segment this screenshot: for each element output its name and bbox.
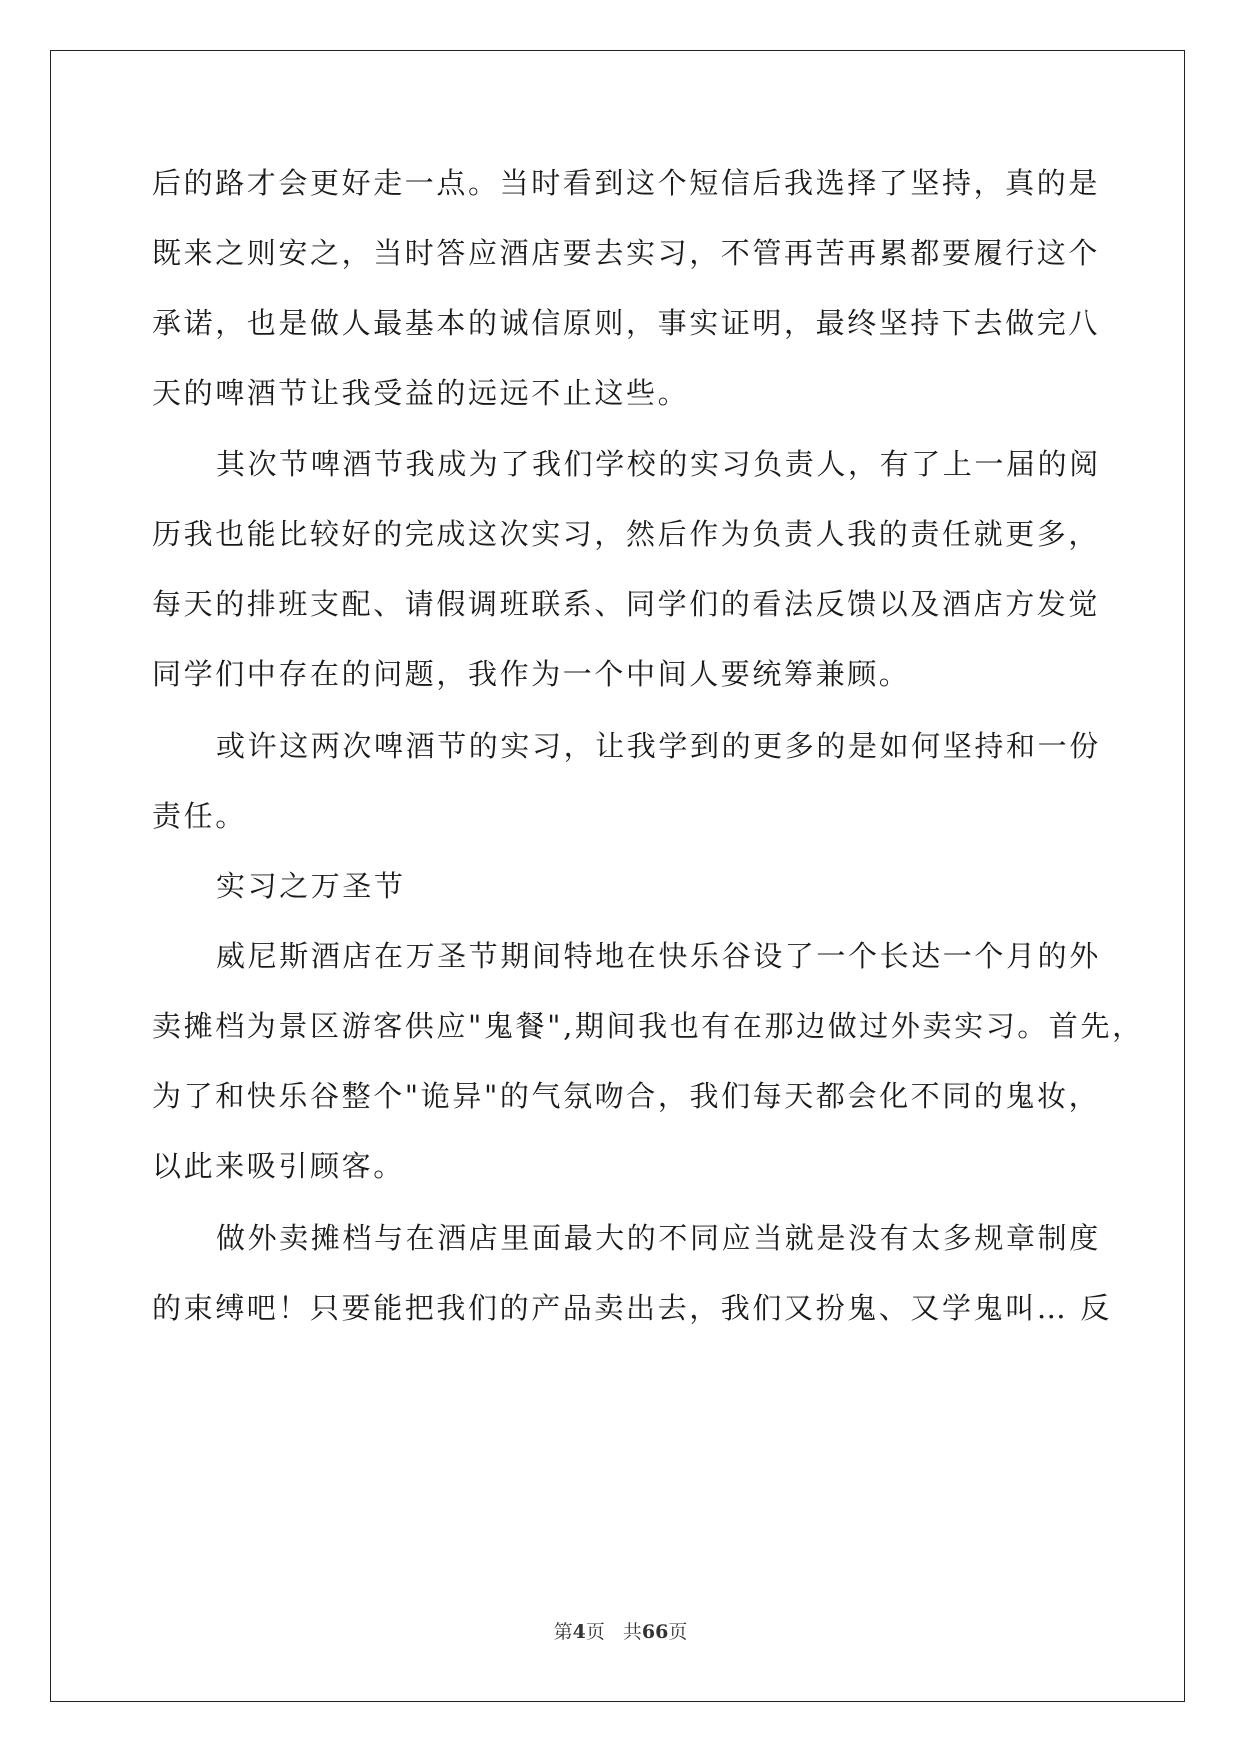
text-line: 每天的排班支配、请假调班联系、同学们的看法反馈以及酒店方发觉 — [152, 587, 1101, 621]
text-line: 或许这两次啤酒节的实习，让我学到的更多的是如何坚持和一份 — [216, 729, 1101, 763]
total-prefix: 共 — [622, 1621, 642, 1643]
text-line: 以此来吸引顾客。 — [152, 1149, 405, 1183]
text-line: 做外卖摊档与在酒店里面最大的不同应当就是没有太多规章制度 — [216, 1221, 1101, 1255]
text-line: 其次节啤酒节我成为了我们学校的实习负责人，有了上一届的阅 — [216, 447, 1101, 481]
page-prefix: 第 — [553, 1621, 573, 1643]
page-footer — [0, 1620, 1241, 1644]
section-heading: 实习之万圣节 — [216, 869, 406, 903]
text-line: 卖摊档为景区游客供应"鬼餐",期间我也有在那边做过外卖实习。首先， — [152, 1009, 1144, 1043]
text-line: 承诺，也是做人最基本的诚信原则，事实证明，最终坚持下去做完八 — [152, 306, 1101, 340]
total-suffix: 页 — [668, 1621, 688, 1643]
total-pages: 66 — [641, 1621, 669, 1643]
text-line: 的束缚吧！只要能把我们的产品卖出去，我们又扮鬼、又学鬼叫… 反 — [152, 1291, 1112, 1325]
text-line: 历我也能比较好的完成这次实习，然后作为负责人我的责任就更多， — [152, 517, 1101, 551]
text-line: 后的路才会更好走一点。当时看到这个短信后我选择了坚持，真的是 — [152, 166, 1101, 200]
page-suffix: 页 — [585, 1621, 605, 1643]
text-line: 天的啤酒节让我受益的远远不止这些。 — [152, 376, 690, 410]
text-line: 既来之则安之，当时答应酒店要去实习，不管再苦再累都要履行这个 — [152, 236, 1101, 270]
text-line: 威尼斯酒店在万圣节期间特地在快乐谷设了一个长达一个月的外 — [216, 939, 1101, 973]
text-line: 责任。 — [152, 799, 247, 833]
page-number: 4 — [572, 1621, 586, 1643]
text-line: 同学们中存在的问题，我作为一个中间人要统筹兼顾。 — [152, 657, 911, 691]
text-line: 为了和快乐谷整个"诡异"的气氛吻合，我们每天都会化不同的鬼妆， — [152, 1079, 1101, 1113]
